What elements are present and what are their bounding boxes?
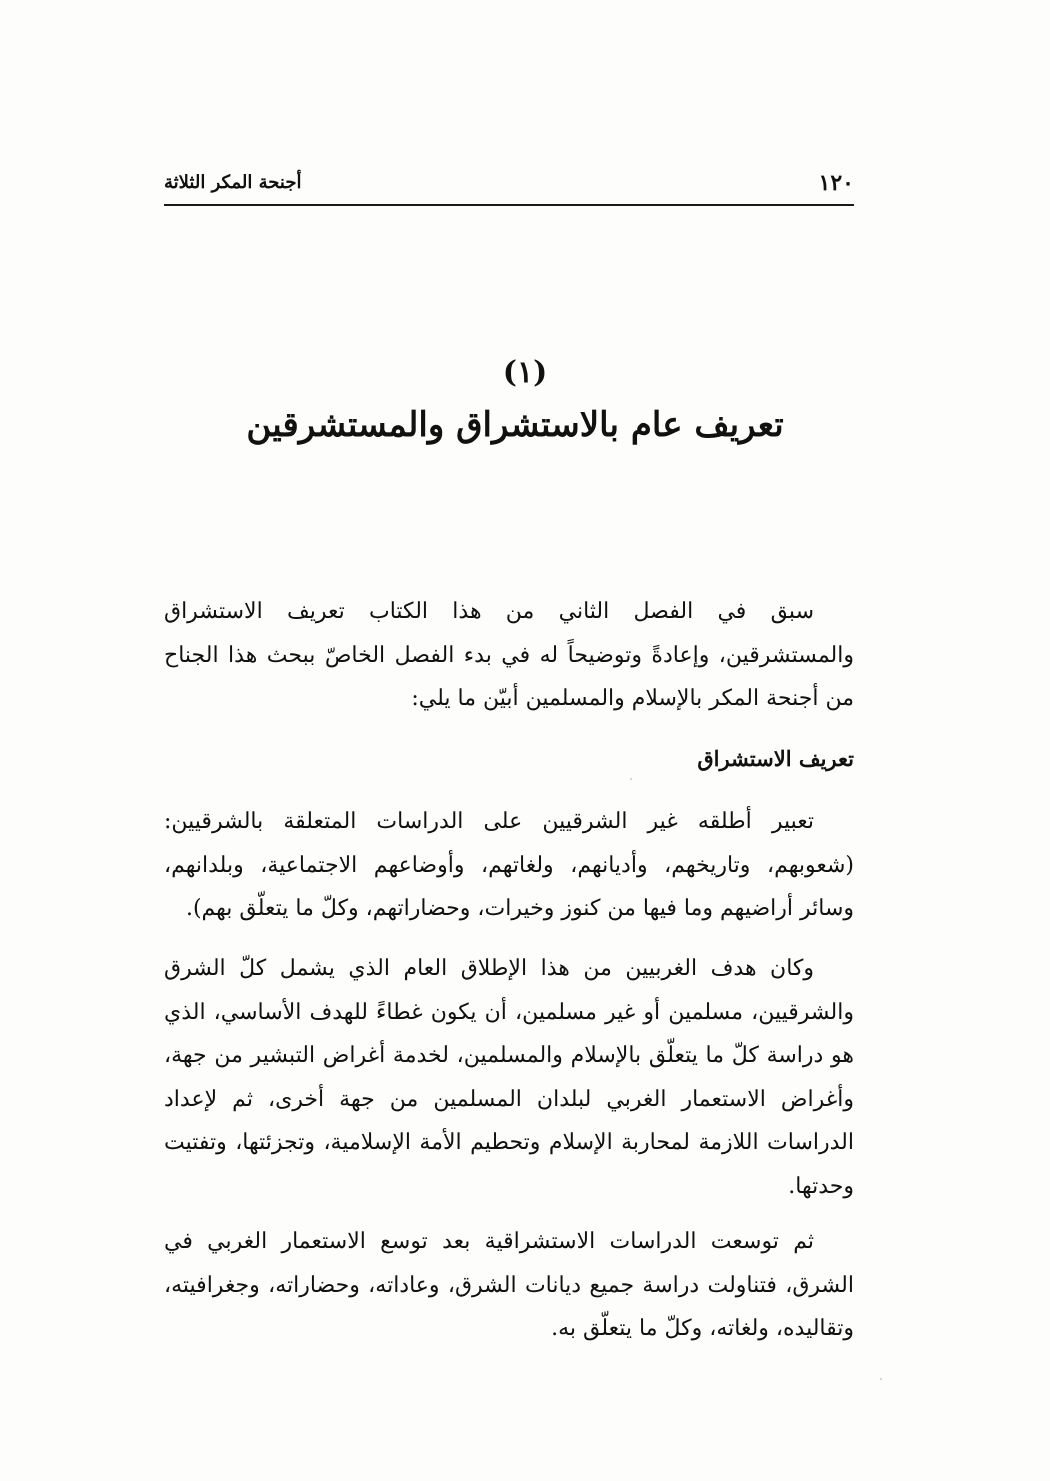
scan-speck — [630, 778, 632, 780]
scan-speck — [880, 1378, 882, 1380]
body-text — [164, 0, 854, 1481]
paragraph-goal: وكان هدف الغربيين من هذا الإطلاق العام الذي يشمل كلّ الشرق والشرقيين، مسلمين أو غير مسلمين، أن يكون غطاءً للهدف الأساسي، الذي هو دراسة كلّ ما يتعلّق بالإسلام والمسلمين، لخدمة أغراض التبشير من جهة، وأغراض الاستعمار الغربي لبلدان المسلمين من جهة أخرى، ثم لإعداد الدراسات اللازمة لمحاربة الإسلام وتحطيم الأمة الإسلامية، وتجزئتها، وتفتيت وحدتها. — [164, 956, 854, 1199]
paragraph-definition: تعبير أطلقه غير الشرقيين على الدراسات المتعلقة بالشرقيين: (شعوبهم، وتاريخهم، وأديانهم، ولغاتهم، وأوضاعهم الاجتماعية، وبلدانهم، وسائر أراضيهم وما فيها من كنوز وخيرات، وحضاراتهم، وكلّ ما يتعلّق بهم). — [164, 809, 854, 921]
paragraph-intro: سبق في الفصل الثاني من هذا الكتاب تعريف الاستشراق والمستشرقين، وإعادةً وتوضيحاً له في بدء الفصل الخاصّ ببحث هذا الجناح من أجنحة المكر بالإسلام والمسلمين أبيّن ما يلي: — [164, 599, 854, 711]
page-number: ١٢٠ — [818, 170, 854, 196]
book-title: أجنحة المكر الثلاثة — [164, 172, 302, 193]
section-title: تعريف عام بالاستشراق والمستشرقين — [246, 405, 784, 445]
section-number: (١) — [502, 355, 548, 390]
paragraph-expansion: ثم توسعت الدراسات الاستشراقية بعد توسع الاستعمار الغربي في الشرق، فتناولت دراسة جميع ديانات الشرق، وعاداته، وحضاراته، وجغرافيته، وتقاليده، ولغاته، وكلّ ما يتعلّق به. — [164, 1229, 854, 1341]
subheading-definition: تعريف الاستشراق — [697, 746, 854, 771]
